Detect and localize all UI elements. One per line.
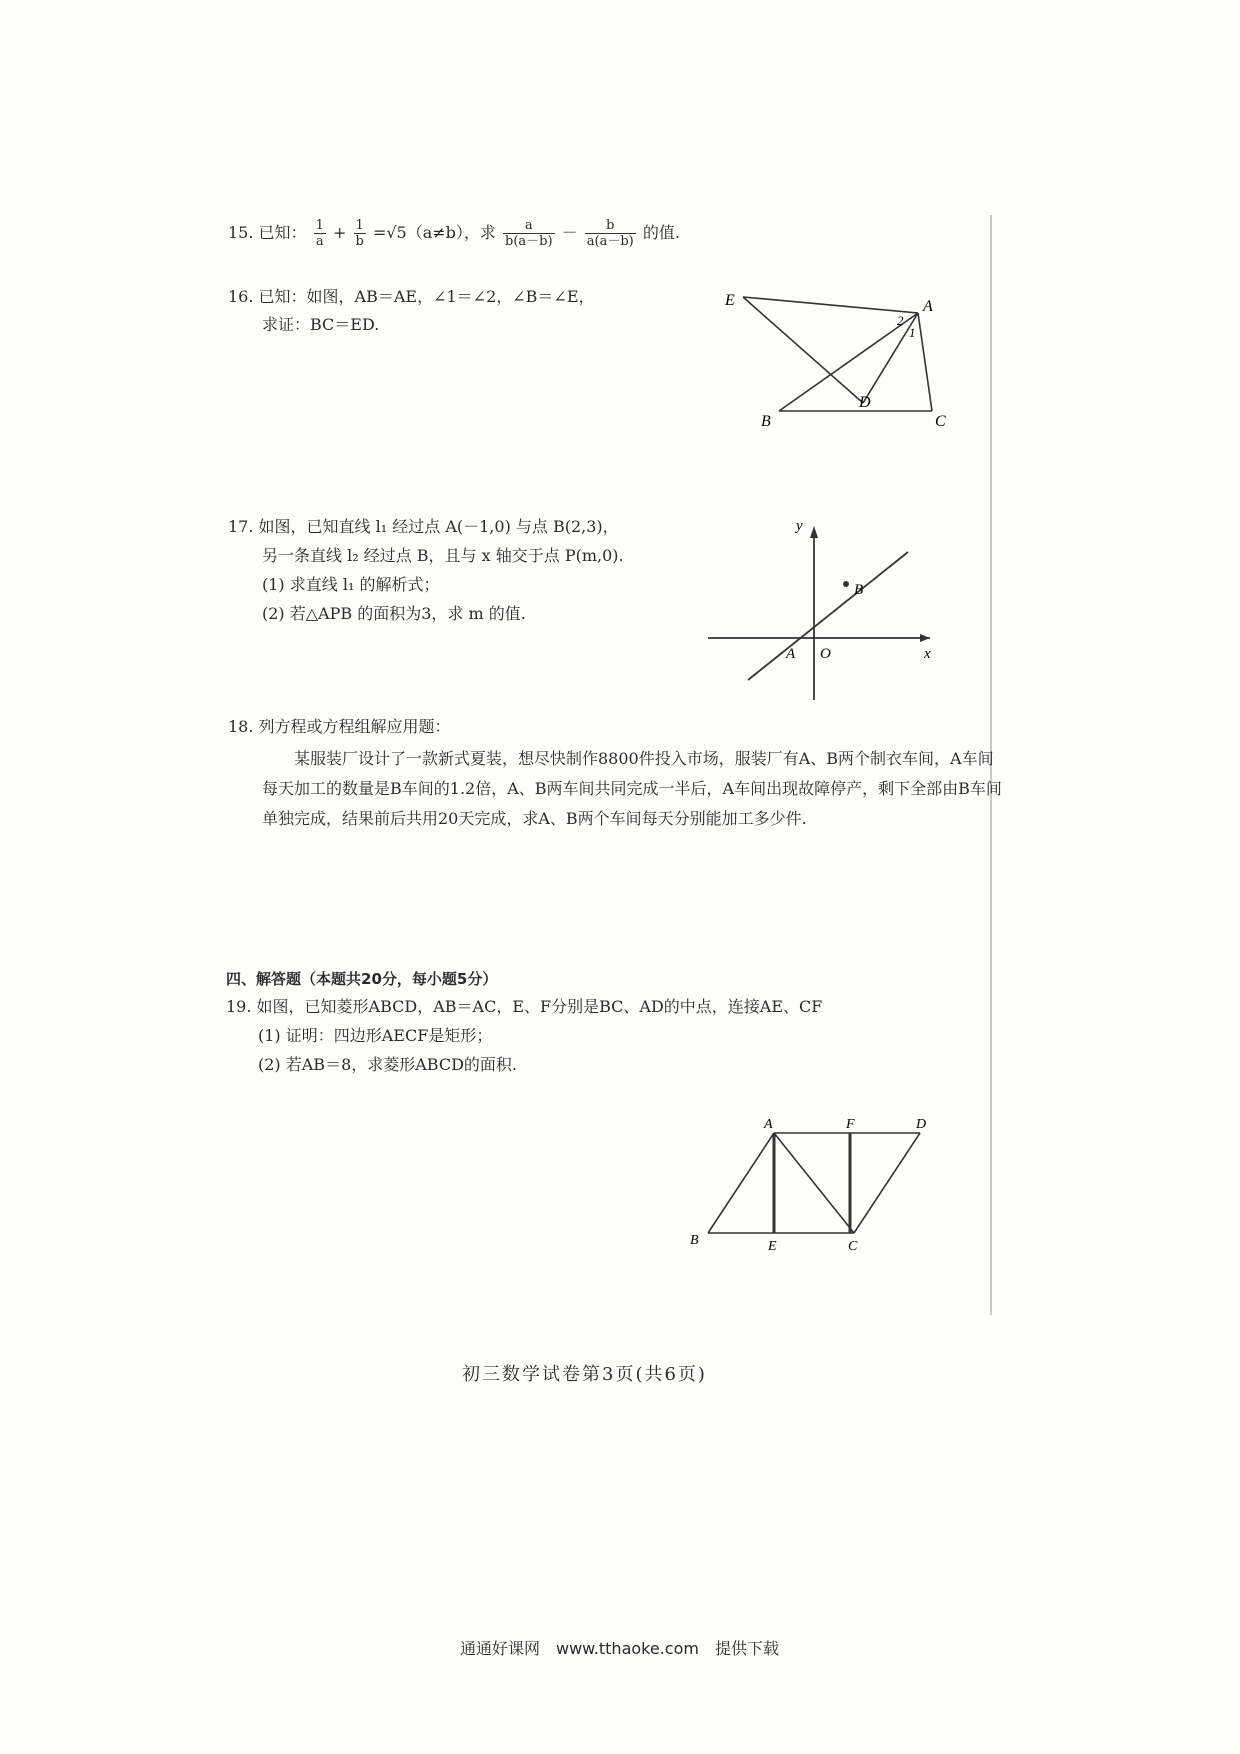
- q15-plus: +: [333, 223, 347, 242]
- q17-label-x: x: [924, 646, 931, 662]
- q17-label-b: B: [854, 582, 864, 598]
- q15-equation: =√5（a≠b），求: [372, 223, 496, 242]
- q15-fraction-1: $\frac{1}{a}$: [315, 218, 324, 249]
- q15-minus: －: [561, 223, 578, 242]
- q16-figure: [715, 285, 955, 435]
- q19-label-c: C: [848, 1239, 858, 1254]
- q16-label-1: 1: [909, 325, 916, 340]
- q15-fraction-2: $\frac{1}{b}$: [355, 218, 364, 249]
- q16-label-a: A: [923, 298, 933, 315]
- q17-line-1: 17. 如图，已知直线 l₁ 经过点 A(－1,0) 与点 B(2,3)，: [228, 517, 619, 536]
- q19-label-a: A: [764, 1117, 773, 1132]
- q16-segment-ac: [918, 313, 932, 411]
- q17-point-b: [843, 581, 849, 587]
- q19-label-b: B: [690, 1233, 699, 1248]
- q19-line-3: (2) 若AB＝8，求菱形ABCD的面积.: [258, 1055, 518, 1074]
- q19-rhombus-figure: [680, 1110, 940, 1260]
- q15-suffix: 的值.: [642, 223, 680, 242]
- q17-label-a: A: [786, 646, 796, 662]
- q16-line-1: 16. 已知：如图，AB＝AE，∠1＝∠2，∠B＝∠E，: [228, 287, 595, 306]
- section-4-heading: 四、解答题（本题共20分，每小题5分）: [226, 970, 498, 988]
- q17-coordinate-figure: [700, 512, 950, 712]
- q19-segment-ab: [708, 1133, 774, 1233]
- q18-title: 18. 列方程或方程组解应用题：: [228, 717, 451, 736]
- question-15: [228, 218, 680, 249]
- q16-label-e: E: [725, 292, 735, 309]
- q16-label-2: 2: [897, 313, 904, 328]
- q17-label-o: O: [820, 646, 831, 662]
- source-credit: 通通好课网 www.tthaoke.com 提供下载: [460, 1639, 779, 1658]
- q16-label-d: D: [859, 394, 871, 411]
- q17-line-3: (1) 求直线 l₁ 的解析式；: [262, 575, 440, 594]
- q17-line-4: (2) 若△APB 的面积为3，求 m 的值.: [262, 604, 526, 623]
- q18-body: 某服装厂设计了一款新式夏装，想尽快制作8800件投入市场，服装厂有A、B两个制衣车间，A车间每天加工的数量是B车间的1.2倍，A、B两车间共同完成一半后，A车间出现故障停产，剩下全部由B车间单独完成，结果前后共用20天完成，求A、B两个车间每天分别能加工多少件.: [262, 749, 1002, 828]
- q19-line-2: (1) 证明：四边形AECF是矩形；: [258, 1026, 493, 1045]
- q15-prefix: 已知：: [258, 223, 307, 242]
- q19-line-1: 19. 如图，已知菱形ABCD，AB＝AC，E、F分别是BC、AD的中点，连接AE、CF: [226, 997, 823, 1016]
- q17-x-arrow: [920, 634, 930, 642]
- q17-label-y: y: [796, 518, 803, 534]
- q19-segment-cd: [854, 1133, 920, 1233]
- q17-y-arrow: [810, 526, 818, 538]
- page-footer: 初三数学试卷第3页(共6页): [462, 1364, 707, 1385]
- q19-segment-ac: [774, 1133, 854, 1233]
- q16-label-c: C: [935, 413, 946, 430]
- q16-label-b: B: [761, 413, 771, 430]
- q16-segment-ea: [743, 297, 918, 313]
- q17-line-2: 另一条直线 l₂ 经过点 B，且与 x 轴交于点 P(m,0).: [262, 546, 624, 565]
- q15-fraction-3: $\frac{a}{b(a-b)}$: [505, 218, 553, 249]
- q16-line-2: 求证：BC＝ED.: [262, 315, 380, 334]
- q15-fraction-4: $\frac{b}{a(a-b)}$: [586, 218, 634, 249]
- q19-label-f: F: [846, 1117, 855, 1132]
- q15-number: 15.: [228, 223, 254, 242]
- q16-segment-ed: [743, 297, 863, 403]
- q19-label-d: D: [916, 1117, 927, 1132]
- q19-label-e: E: [768, 1239, 777, 1254]
